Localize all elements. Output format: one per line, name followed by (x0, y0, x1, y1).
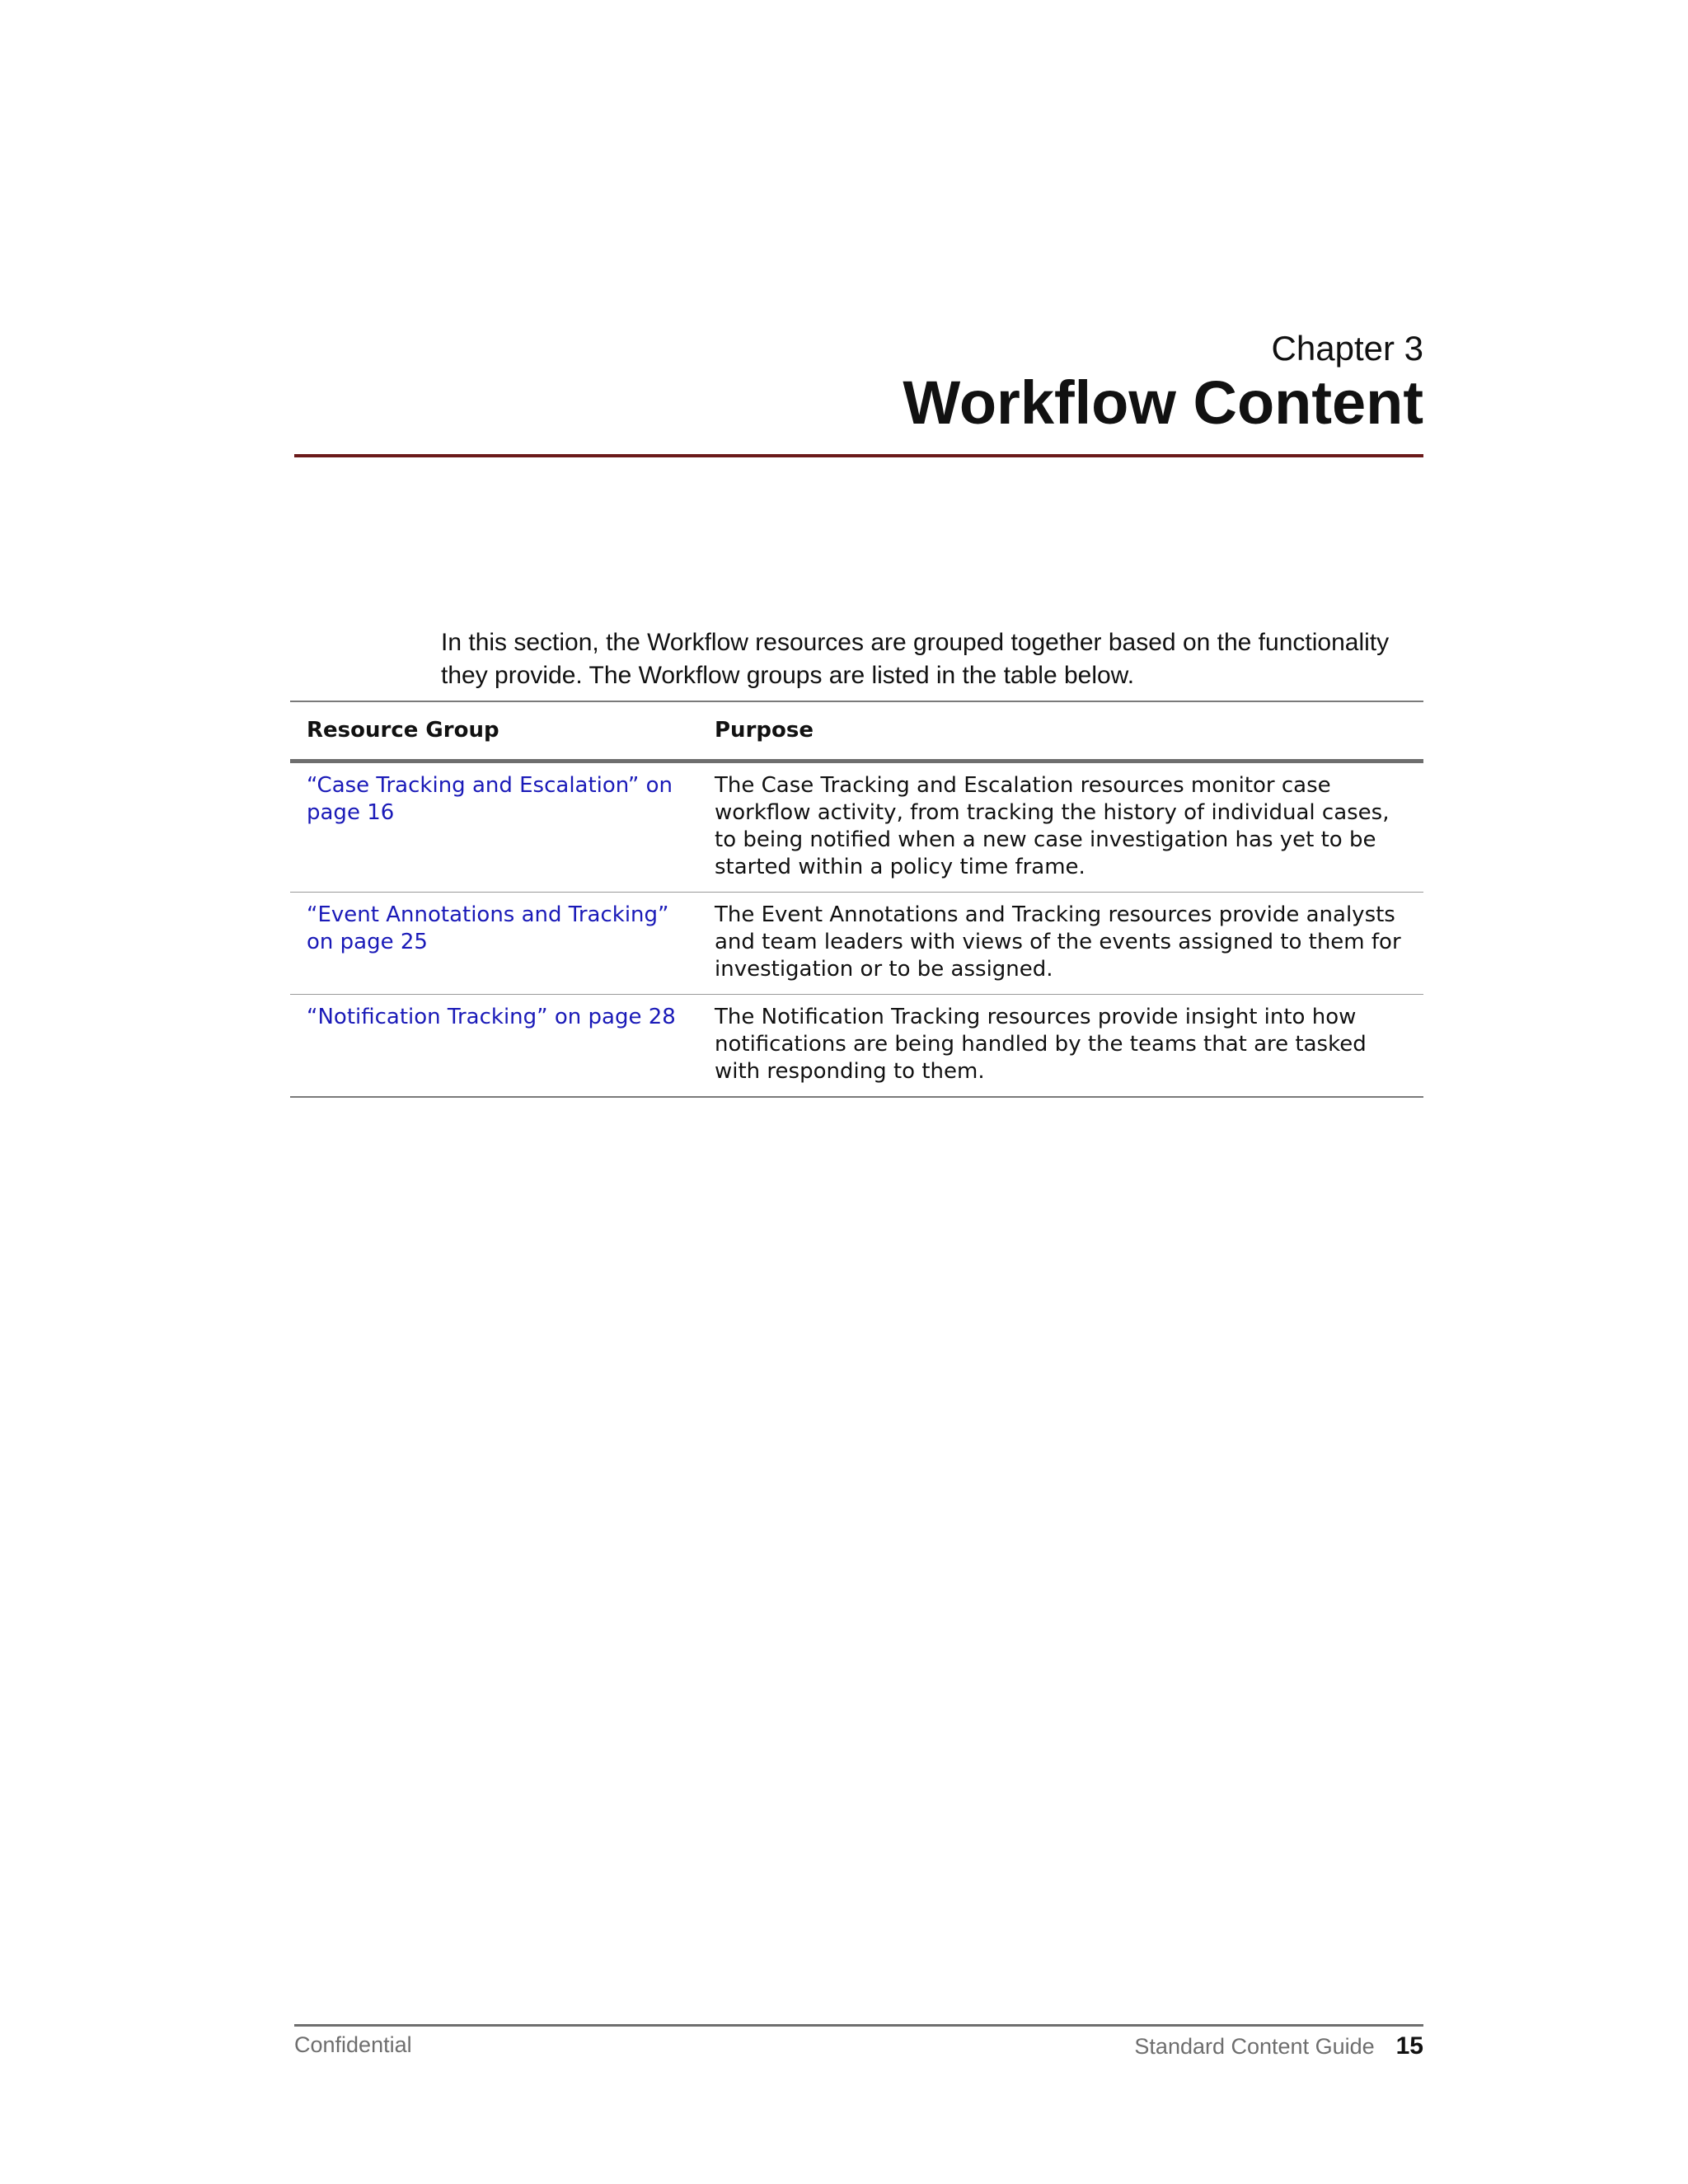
purpose-cell: The Case Tracking and Escalation resources monitor case workflow activity, from tracking the history of individual cases, to being notified when a new case investigation has yet to be started within a policy time frame. (698, 762, 1423, 893)
footer-right (1134, 2032, 1423, 2060)
table-row (290, 995, 1423, 1098)
link-event-annotations[interactable]: “Event Annotations and Tracking” on page 25 (307, 902, 669, 954)
chapter-rule (294, 454, 1423, 457)
footer-rule (294, 2024, 1423, 2027)
header-purpose: Purpose (698, 701, 1423, 762)
resource-group-cell (290, 893, 698, 995)
intro-paragraph: In this section, the Workflow resources are grouped together based on the functionality they provide. The Workflow groups are listed in the table below. (441, 629, 1390, 689)
table-row (290, 893, 1423, 995)
purpose-cell: The Event Annotations and Tracking resources provide analysts and team leaders with views of the events assigned to them for investigation or to be assigned. (698, 893, 1423, 995)
footer-page-number: 15 (1395, 2032, 1423, 2060)
chapter-label: Chapter 3 (1271, 329, 1423, 368)
footer-guide-title: Standard Content Guide (1134, 2034, 1375, 2059)
purpose-cell: The Notification Tracking resources provide insight into how notifications are being handled by the teams that are tasked with responding to them. (698, 995, 1423, 1098)
chapter-header (294, 329, 1423, 438)
chapter-title: Workflow Content (903, 368, 1423, 438)
footer-confidential: Confidential (294, 2032, 412, 2057)
resource-group-cell (290, 995, 698, 1098)
table-header-row (290, 701, 1423, 762)
link-case-tracking[interactable]: “Case Tracking and Escalation” on page 16 (307, 773, 673, 825)
table-row (290, 762, 1423, 893)
resource-group-cell (290, 762, 698, 893)
link-notification-tracking[interactable]: “Notification Tracking” on page 28 (307, 1005, 676, 1029)
header-resource-group: Resource Group (290, 701, 698, 762)
resource-group-table (290, 701, 1423, 1098)
